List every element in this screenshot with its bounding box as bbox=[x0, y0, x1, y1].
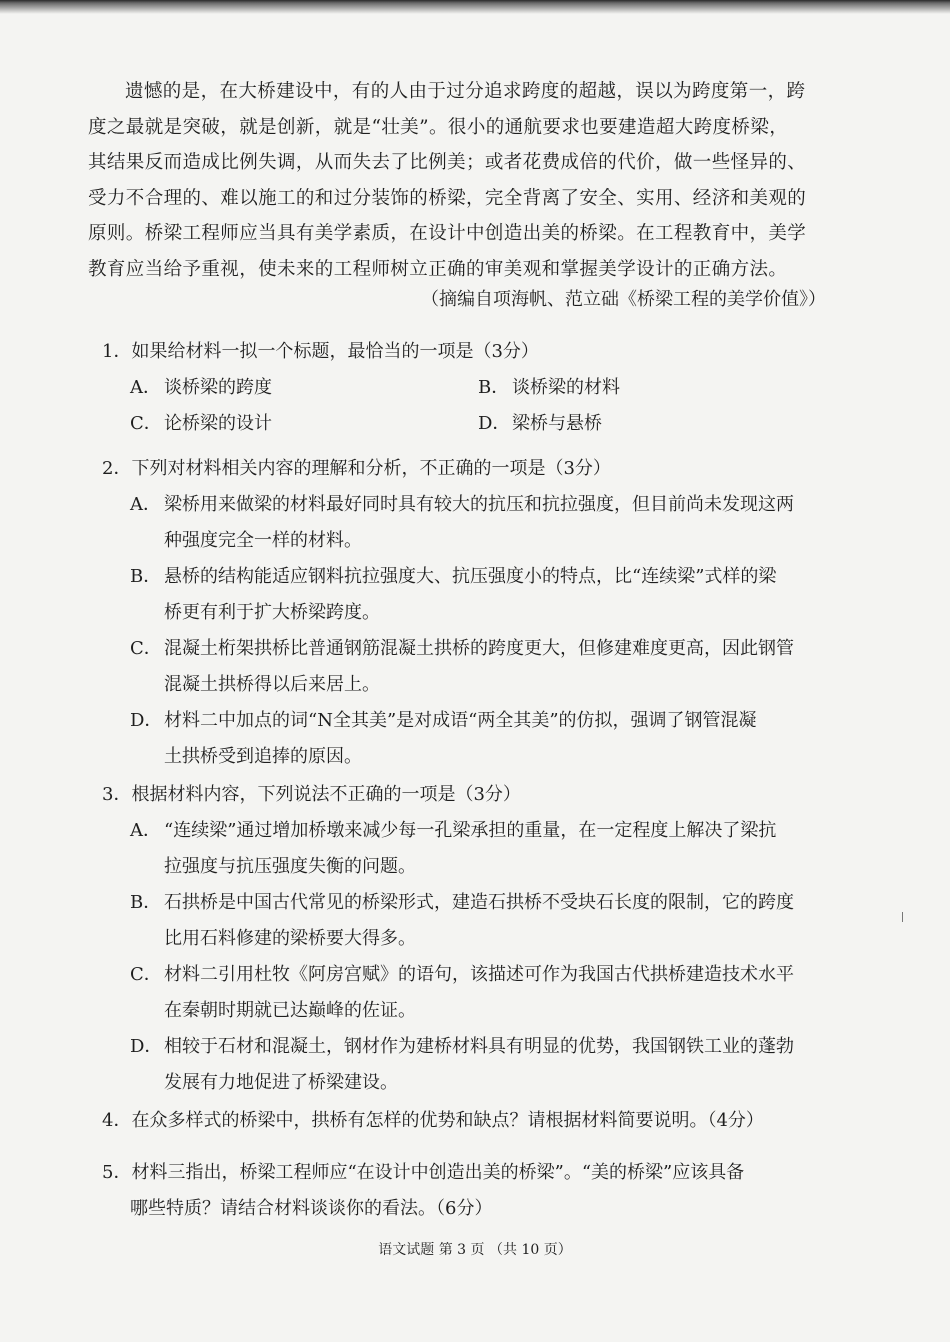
question-3 bbox=[102, 777, 844, 1101]
question-5 bbox=[102, 1155, 744, 1227]
margin-mark bbox=[902, 912, 903, 922]
question-1-option-a[interactable]: A． 谈桥梁的跨度 bbox=[130, 377, 272, 398]
question-2-option-a[interactable]: A． 梁桥用来做梁的材料最好同时具有较大的抗压和抗拉强度，但目前尚未发现这两 种强度完全一样的材料。 bbox=[130, 494, 794, 551]
question-1-option-d[interactable]: D．梁桥与悬桥 bbox=[478, 413, 602, 434]
question-1-option-b[interactable]: B． 谈桥梁的材料 bbox=[478, 377, 620, 398]
question-5-stem-line: 哪些特质？请结合材料谈谈你的看法。（6分） bbox=[130, 1198, 493, 1219]
question-2 bbox=[102, 451, 844, 775]
question-1-stem: 1．如果给材料一拟一个标题，最恰当的一项是（3分） bbox=[102, 341, 539, 362]
question-2-option-b[interactable]: B． 悬桥的结构能适应钢料抗拉强度大、抗压强度小的特点，比“连续梁”式样的梁 桥更有利于扩大桥梁跨度。 bbox=[130, 566, 777, 623]
question-3-stem: 3．根据材料内容，下列说法不正确的一项是（3分） bbox=[102, 784, 521, 805]
passage-line: 原则。桥梁工程师应当具有美学素质，在设计中创造出美的桥梁。在工程教育中，美学 bbox=[88, 223, 807, 245]
question-2-option-c[interactable]: C． 混凝土桁架拱桥比普通钢筋混凝土拱桥的跨度更大，但修建难度更高，因此钢管 混凝土拱桥得以后来居上。 bbox=[130, 638, 794, 695]
question-1-option-c[interactable]: C． 论桥梁的设计 bbox=[130, 413, 272, 434]
question-2-stem: 2．下列对材料相关内容的理解和分析，不正确的一项是（3分） bbox=[102, 458, 611, 479]
question-1 bbox=[102, 334, 826, 442]
question-3-option-b[interactable]: B． 石拱桥是中国古代常见的桥梁形式，建造石拱桥不受块石长度的限制，它的跨度 比用石料修建的梁桥要大得多。 bbox=[130, 892, 794, 949]
passage-line: 受力不合理的、难以施工的和过分装饰的桥梁，完全背离了安全、实用、经济和美观的 bbox=[88, 187, 807, 209]
question-4-stem: 4．在众多样式的桥梁中，拱桥有怎样的优势和缺点？请根据材料简要说明。（4分） bbox=[102, 1110, 764, 1131]
passage-line: 遗憾的是，在大桥建设中，有的人由于过分追求跨度的超越，误以为跨度第一，跨 bbox=[125, 81, 806, 102]
material-three-passage bbox=[88, 74, 840, 288]
passage-line: 其结果反而造成比例失调，从而失去了比例美；或者花费成倍的代价，做一些怪异的、 bbox=[88, 152, 807, 174]
question-3-option-a[interactable]: A． “连续梁”通过增加桥墩来减少每一孔梁承担的重量，在一定程度上解决了梁抗 拉强度与抗压强度失衡的问题。 bbox=[130, 820, 777, 877]
page-footer: 语文试题 第 3 页 （共 10 页） bbox=[378, 1242, 572, 1258]
question-5-stem-line: 5．材料三指出，桥梁工程师应“在设计中创造出美的桥梁”。“美的桥梁”应该具备 bbox=[102, 1162, 745, 1183]
passage-source: （摘编自项海帆、范立础《桥梁工程的美学价值》） bbox=[421, 289, 826, 310]
question-3-option-c[interactable]: C． 材料二引用杜牧《阿房宫赋》的语句，该描述可作为我国古代拱桥建造技术水平 在秦朝时期就已达巅峰的佐证。 bbox=[130, 964, 794, 1021]
passage-line: 度之最就是突破，就是创新，就是“壮美”。很小的通航要求也要建造超大跨度桥梁， bbox=[88, 116, 789, 138]
question-4 bbox=[102, 1103, 764, 1139]
question-3-option-d[interactable]: D． 相较于石材和混凝土，钢材作为建桥材料具有明显的优势，我国钢铁工业的蓬勃 发展有力地促进了桥梁建设。 bbox=[130, 1036, 794, 1093]
passage-line: 教育应当给予重视，使未来的工程师树立正确的审美观和掌握美学设计的正确方法。 bbox=[88, 258, 788, 280]
question-2-option-d[interactable]: D． 材料二中加点的词“N全其美”是对成语“两全其美”的仿拟，强调了钢管混凝 土拱桥受到追捧的原因。 bbox=[130, 710, 757, 767]
